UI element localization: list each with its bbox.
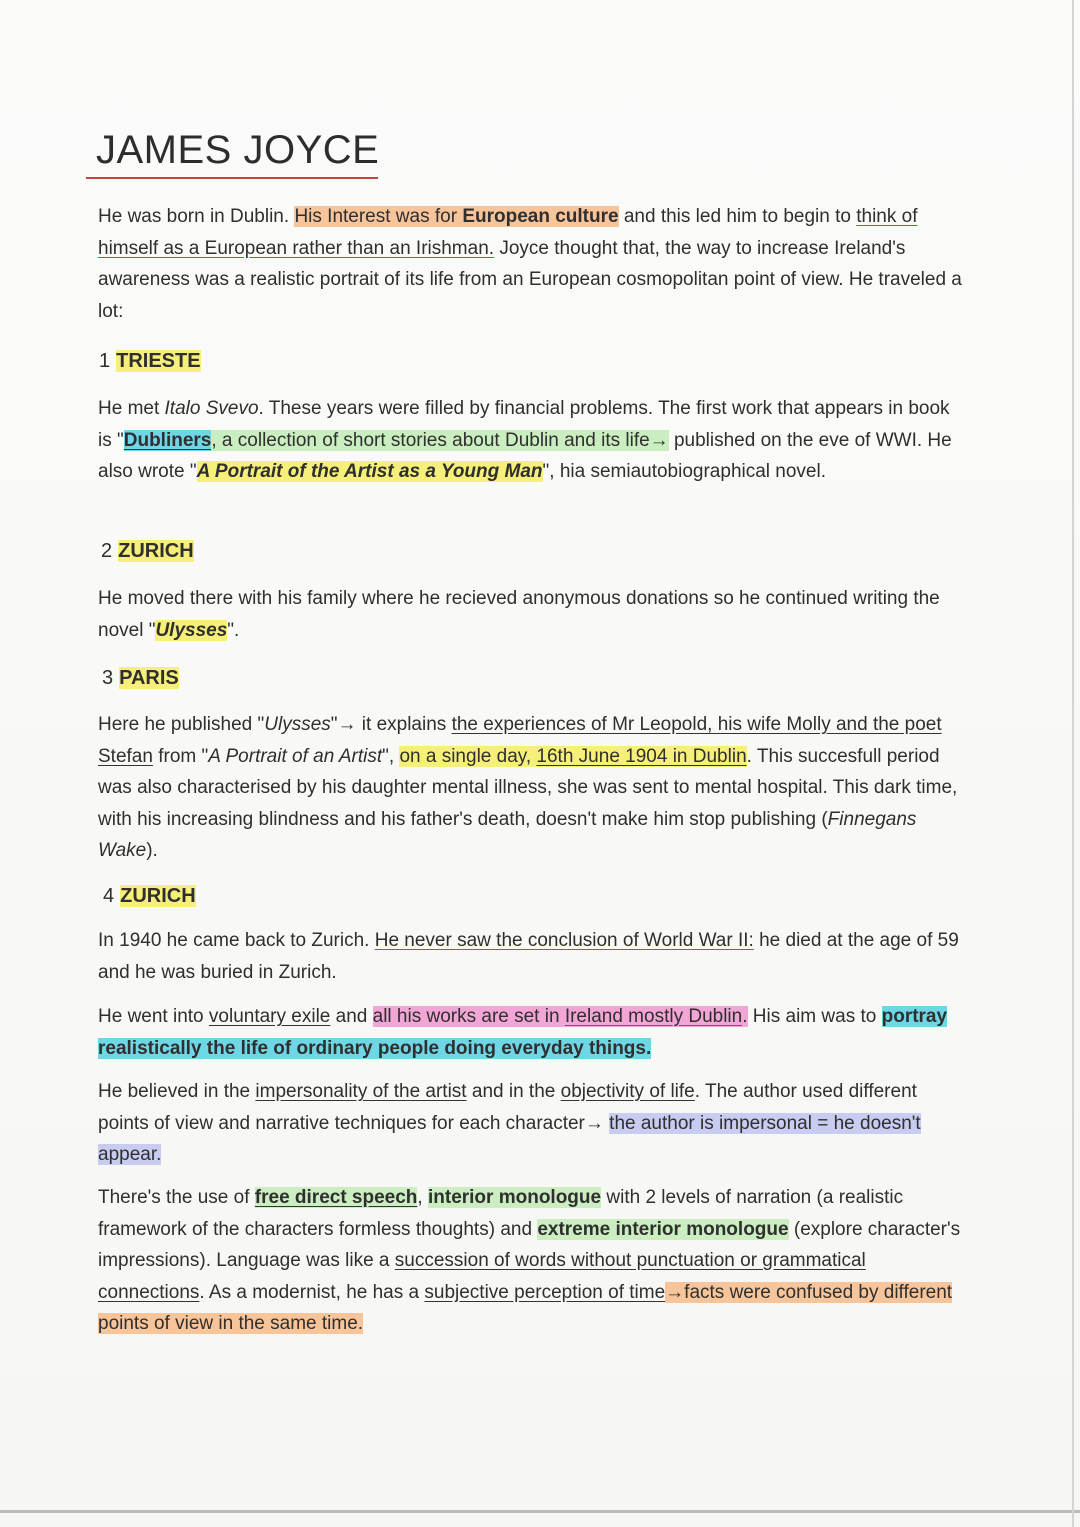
- highlight-interior-monologue: interior monologue: [427, 1187, 602, 1208]
- highlight-collection: , a collection of short stories about Dublin and its life→: [211, 429, 669, 451]
- title-underline: [86, 177, 378, 179]
- page-bottom-edge: [0, 1510, 1080, 1513]
- exile-paragraph: He went into voluntary exile and all his works are set in Ireland mostly Dublin. His aim was to portray realistically the life of ordinary people doing everyday things.: [98, 1006, 948, 1059]
- highlight-dubliners: Dubliners: [123, 429, 212, 451]
- underline-experiences: the experiences of Mr Leopold, his wife Molly and the poet Stefan: [98, 714, 942, 767]
- trieste-paragraph: He met Italo Svevo. These years were filled by financial problems. The first work that appears in book is "Dubliners, a collection of short stories about Dublin and its life→ published on the eve of WWI. He also wrote "A Portrait of the Artist as a Young Man", hia semiautobiographical novel.: [98, 398, 952, 482]
- underline-objectivity: objectivity of life: [560, 1081, 695, 1102]
- zurich-paragraph-2: In 1940 he came back to Zurich. He never saw the conclusion of World War II: he died at the age of 59 and he was buried in Zurich.: [98, 930, 959, 983]
- underline-impersonality: impersonality of the artist: [255, 1081, 467, 1102]
- highlight-ireland-dublin: Ireland mostly Dublin: [564, 1006, 743, 1027]
- underline-ww2: He never saw the conclusion of World War II:: [374, 930, 754, 951]
- highlight-date: 16th June 1904 in Dublin: [536, 745, 747, 767]
- highlight-aim: portray realistically the life of ordinary people doing everyday things.: [98, 1006, 948, 1059]
- highlight-single-day: on a single day,: [399, 745, 537, 767]
- underline-european: think of himself as a European rather than an Irishman.: [98, 206, 918, 259]
- underline-succession: succession of words without punctuation or grammatical connections: [98, 1250, 866, 1303]
- section-heading-paris: 3 PARIS: [102, 667, 179, 689]
- highlight-extreme-monologue: extreme interior monologue: [537, 1218, 789, 1240]
- highlight-facts-confused: →facts were confused by different points of view in the same time.: [98, 1281, 953, 1334]
- page-right-edge: [1072, 0, 1074, 1527]
- speech-paragraph: There's the use of free direct speech, interior monologue with 2 levels of narration (a realistic framework of the characters formless thoughts) and extreme interior monologue (explore character's impressions). Language was like a succession of words without punctuation or grammatical connections. As a modernist, he has a subjective perception of time→facts were confused by different points of view in the same time.: [98, 1187, 961, 1334]
- zurich-paragraph-1: He moved there with his family where he recieved anonymous donations so he continued writing the novel "Ulysses".: [98, 588, 940, 641]
- belief-paragraph: He believed in the impersonality of the artist and in the objectivity of life. The author used different points of view and narrative techniques for each character→ the author is impersonal = he doesn't appear.: [98, 1081, 921, 1165]
- highlight-interest: His Interest was for: [294, 206, 463, 227]
- highlight-portrait: A Portrait of the Artist as a Young Man: [196, 461, 543, 482]
- section-heading-zurich-2: 4 ZURICH: [103, 885, 196, 907]
- section-heading-zurich-1: 2 ZURICH: [101, 540, 194, 562]
- section-heading-trieste: 1 TRIESTE: [99, 350, 201, 372]
- intro-paragraph: He was born in Dublin. His Interest was for European culture and this led him to begin to think of himself as a European rather than an Irishman. Joyce thought that, the way to increase Ireland's awareness was a realistic portrait of its life from an European cosmopolitan point of view. He traveled a lot:: [98, 206, 962, 322]
- highlight-ulysses: Ulysses: [155, 619, 228, 641]
- paris-paragraph: Here he published "Ulysses"→ it explains the experiences of Mr Leopold, his wife Molly and the poet Stefan from "A Portrait of an Artist", on a single day, 16th June 1904 in Dublin. This succesfull period was also characterised by his daughter mental illness, she was sent to mental hospital. This dark time, with his increasing blindness and his father's death, doesn't make him stop publishing (Finnegans Wake).: [98, 714, 958, 861]
- highlight-free-direct-speech: free direct speech: [254, 1187, 418, 1208]
- highlight-works-ireland: all his works are set in: [372, 1006, 565, 1027]
- page-title: JAMES JOYCE: [96, 128, 380, 172]
- highlight-european-culture: European culture: [462, 206, 619, 227]
- underline-subjective-time: subjective perception of time: [424, 1281, 666, 1303]
- highlight-impersonal: the author is impersonal = he doesn't appear.: [98, 1112, 921, 1165]
- underline-voluntary-exile: voluntary exile: [208, 1006, 331, 1027]
